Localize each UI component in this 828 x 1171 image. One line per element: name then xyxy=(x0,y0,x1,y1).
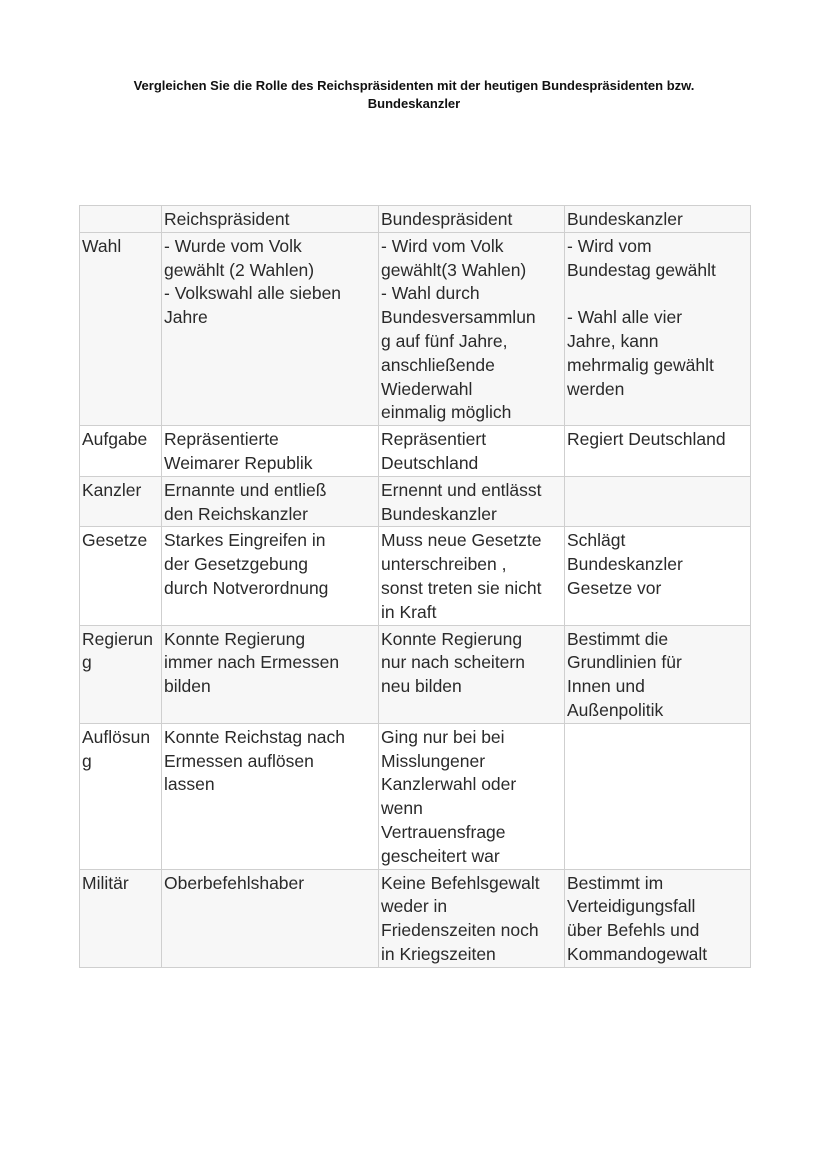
cell-text-line: neu bilden xyxy=(381,676,462,697)
cell-text-line: Ernannte und entließ xyxy=(164,479,327,500)
cell-text-line: Deutschland xyxy=(381,452,479,473)
header-cell-bundespraesident: Bundespräsident xyxy=(379,206,565,233)
cell-text-line: Vertrauensfrage xyxy=(381,821,506,842)
cell-text-line: - Wurde vom Volk xyxy=(164,235,302,256)
cell-text-line: durch Notverordnung xyxy=(164,577,329,598)
cell-text-line: weder in xyxy=(381,896,448,917)
cell-bundespraesident xyxy=(379,625,565,723)
cell-text-line: Weimarer Republik xyxy=(164,452,313,473)
cell-text-line: Gesetze vor xyxy=(567,577,662,598)
cell-bundespraesident xyxy=(379,426,565,477)
cell-text-line: Ermessen auflösen xyxy=(164,750,314,771)
comparison-table xyxy=(79,205,751,968)
cell-text-line: Bundeskanzler xyxy=(381,503,497,524)
cell-reichspraesident xyxy=(162,869,379,967)
cell-text-line: Kommandogewalt xyxy=(567,943,708,964)
cell-bundespraesident xyxy=(379,869,565,967)
row-label-cell: Gesetze xyxy=(80,527,162,625)
cell-text-line: unterschreiben , xyxy=(381,554,507,575)
cell-text-line: werden xyxy=(567,378,625,399)
cell-bundespraesident xyxy=(379,476,565,527)
cell-text-line: Konnte Regierung xyxy=(381,628,523,649)
cell-text-line: Konnte Reichstag nach xyxy=(164,726,345,747)
table-row xyxy=(80,869,751,967)
cell-text-line: Schlägt xyxy=(567,530,626,551)
cell-reichspraesident xyxy=(162,426,379,477)
cell-text-line: anschließende xyxy=(381,354,495,375)
header-cell-reichspraesident: Reichspräsident xyxy=(162,206,379,233)
cell-text-line: mehrmalig gewählt xyxy=(567,354,714,375)
cell-text-line: Konnte Regierung xyxy=(164,628,306,649)
row-label-cell: Aufgabe xyxy=(80,426,162,477)
cell-bundeskanzler xyxy=(565,426,751,477)
cell-text-line: den Reichskanzler xyxy=(164,503,308,524)
cell-text-line: Außenpolitik xyxy=(567,699,664,720)
cell-text-line: - Wahl durch xyxy=(381,283,480,304)
cell-text-line: Verteidigungsfall xyxy=(567,896,696,917)
row-label-cell: Wahl xyxy=(80,232,162,425)
cell-text-line: Ging nur bei bei xyxy=(381,726,505,747)
cell-text-line: Bundesversammlun xyxy=(381,307,536,328)
table-row xyxy=(80,232,751,425)
cell-text-line: Repräsentierte xyxy=(164,429,279,450)
cell-text-line: einmalig möglich xyxy=(381,402,512,423)
table-header-row xyxy=(80,206,751,233)
row-label-cell: Militär xyxy=(80,869,162,967)
cell-bundeskanzler xyxy=(565,869,751,967)
row-label-cell: Regierung xyxy=(80,625,162,723)
cell-reichspraesident xyxy=(162,232,379,425)
cell-text-line: gewählt (2 Wahlen) xyxy=(164,259,315,280)
cell-text-line: nur nach scheitern xyxy=(381,652,525,673)
title-line-1: Vergleichen Sie die Rolle des Reichspräsidenten mit der heutigen Bundespräsidenten bzw. xyxy=(133,78,695,93)
cell-text-line: Grundlinien für xyxy=(567,652,682,673)
cell-text-line: g auf fünf Jahre, xyxy=(381,330,508,351)
page-title xyxy=(60,77,768,113)
cell-text-line: Misslungener xyxy=(381,750,486,771)
cell-bundespraesident xyxy=(379,723,565,869)
cell-text-line: Regiert Deutschland xyxy=(567,429,726,450)
cell-bundespraesident xyxy=(379,527,565,625)
cell-text-line xyxy=(567,282,748,306)
table-row xyxy=(80,476,751,527)
cell-text-line: Starkes Eingreifen in xyxy=(164,530,326,551)
row-label-cell: Kanzler xyxy=(80,476,162,527)
cell-reichspraesident xyxy=(162,625,379,723)
header-cell-empty xyxy=(80,206,162,233)
cell-text-line: Keine Befehlsgewalt xyxy=(381,872,540,893)
cell-text-line: - Volkswahl alle sieben xyxy=(164,283,342,304)
table-row xyxy=(80,426,751,477)
cell-text-line: gewählt(3 Wahlen) xyxy=(381,259,527,280)
cell-text-line: wenn xyxy=(381,798,423,819)
cell-text-line: Innen und xyxy=(567,676,645,697)
cell-text-line: sonst treten sie nicht xyxy=(381,577,542,598)
cell-text-line: lassen xyxy=(164,774,215,795)
cell-text-line: - Wahl alle vier xyxy=(567,307,683,328)
row-label-cell: Auflösung xyxy=(80,723,162,869)
cell-text-line: Friedenszeiten noch xyxy=(381,920,539,941)
cell-text-line: Bundestag gewählt xyxy=(567,259,716,280)
cell-bundeskanzler xyxy=(565,232,751,425)
cell-text-line: Jahre xyxy=(164,307,208,328)
cell-reichspraesident xyxy=(162,723,379,869)
cell-text-line: Oberbefehlshaber xyxy=(164,872,305,893)
cell-text-line: in Kraft xyxy=(381,601,437,622)
header-cell-bundeskanzler: Bundeskanzler xyxy=(565,206,751,233)
cell-text-line: - Wird vom xyxy=(567,235,652,256)
cell-text-line: Bestimmt im xyxy=(567,872,664,893)
cell-text-line: Ernennt und entlässt xyxy=(381,479,542,500)
title-line-2: Bundeskanzler xyxy=(367,96,461,111)
cell-text-line: Wiederwahl xyxy=(381,378,473,399)
cell-text-line: der Gesetzgebung xyxy=(164,554,308,575)
cell-text-line: über Befehls und xyxy=(567,920,700,941)
cell-text-line: Jahre, kann xyxy=(567,330,659,351)
cell-bundespraesident xyxy=(379,232,565,425)
table-row xyxy=(80,723,751,869)
cell-text-line: Repräsentiert xyxy=(381,429,487,450)
cell-bundeskanzler xyxy=(565,476,751,527)
cell-text-line: bilden xyxy=(164,676,211,697)
cell-text-line: Kanzlerwahl oder xyxy=(381,774,517,795)
cell-bundeskanzler xyxy=(565,723,751,869)
table-row xyxy=(80,527,751,625)
cell-text-line: Bundeskanzler xyxy=(567,554,683,575)
cell-text-line: gescheitert war xyxy=(381,845,500,866)
table-row xyxy=(80,625,751,723)
cell-bundeskanzler xyxy=(565,527,751,625)
cell-text-line: - Wird vom Volk xyxy=(381,235,504,256)
cell-text-line: Muss neue Gesetzte xyxy=(381,530,542,551)
cell-text-line: immer nach Ermessen xyxy=(164,652,340,673)
cell-text-line: in Kriegszeiten xyxy=(381,943,496,964)
cell-text-line: Bestimmt die xyxy=(567,628,669,649)
cell-reichspraesident xyxy=(162,476,379,527)
comparison-table-body xyxy=(80,206,751,968)
cell-reichspraesident xyxy=(162,527,379,625)
cell-bundeskanzler xyxy=(565,625,751,723)
